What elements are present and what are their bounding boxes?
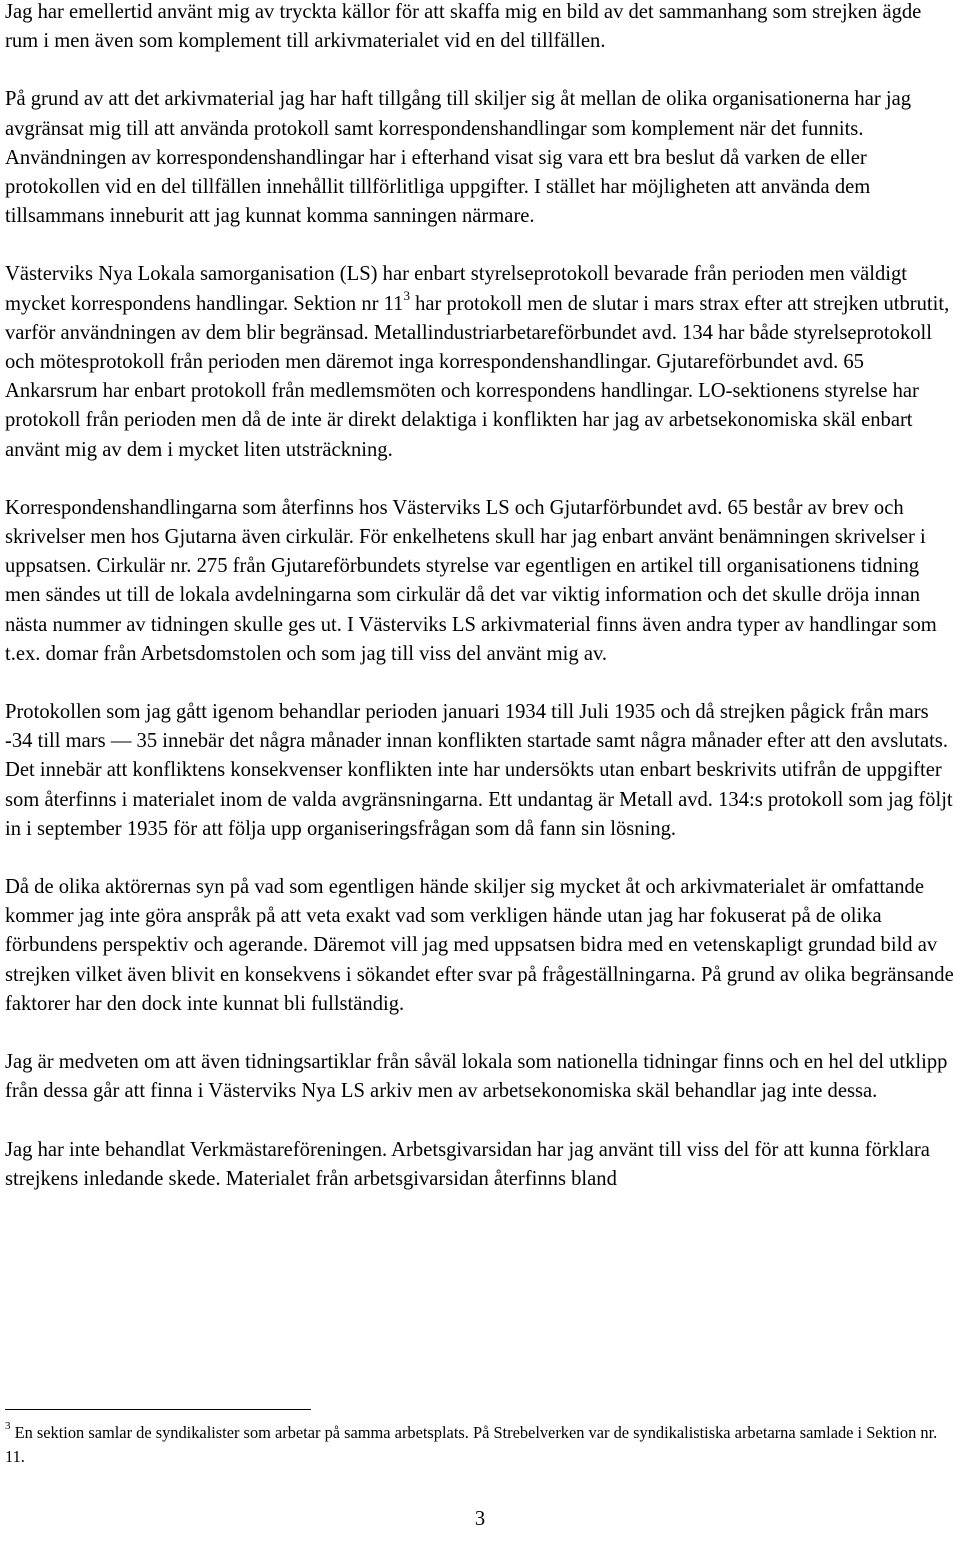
footnote [5,1421,955,1469]
paragraph-printed-sources: Jag har emellertid använt mig av tryckta källor för att skaffa mig en bild av det sammanhang som strejken ägde rum i men även som komplement till arkivmaterialet vid en del tillfällen. [5,1,922,53]
paragraph-correspondence: Korrespondenshandlingarna som återfinns hos Västerviks LS och Gjutarförbundet avd. 65 består av brev och skrivelser men hos Gjutarna även cirkulär. För enkelhetens skull har jag enbart använt benämningen skrivelser i uppsatsen. Cirkulär nr. 275 från Gjutareförbundets styrelse var egentligen en artikel till organisationens tidning men sändes ut till de lokala avdelningarna som cirkulär då det var viktig information och det skulle dröja innan nästa nummer av tidningen skulle ges ut. I Västerviks LS arkivmaterial finns även andra typer av handlingar som t.ex. domar från Arbetsdomstolen och som jag till viss del använt mig av. [5,496,937,665]
footnote-text: En sektion samlar de syndikalister som arbetar på samma arbetsplats. På Strebelverken var de syndikalistiska arbetarna samlade i Sektion nr. 11. [5,1423,938,1466]
paragraph-organisations [5,260,957,464]
paragraph-organisations-part1: Västerviks Nya Lokala samorganisation (LS) har enbart styrelseprotokoll bevarade från perioden men väldigt mycket korrespondens handlingar. Sektion nr 11 [5,263,908,315]
page-number: 3 [474,1508,486,1530]
paragraph-organisations-part2: har protokoll men de slutar i mars strax efter att strejken utbrutit, varför användningen av dem blir begränsad. Metallindustriarbetareförbundet avd. 134 har både styrelseprotokoll och mötesprotokoll från perioden men däremot inga korrespondenshandlingar. Gjutareförbundet avd. 65 Ankarsrum har enbart protokoll från medlemsmöten och korrespondens handlingar. LO-sektionens styrelse har protokoll från perioden men då de inte är direkt delaktiga i konflikten har jag av arbetsekonomiska skäl enbart använt mig av dem i mycket liten utsträckning. [5,292,950,461]
paragraph-protocol-period: Protokollen som jag gått igenom behandlar perioden januari 1934 till Juli 1935 och då strejken pågick från mars -34 till mars — 35 innebär det några månader innan konflikten startade samt några månader efter att den avslutats. Det innebär att konfliktens konsekvenser konflikten inte har undersökts utan enbart beskrivits utifrån de uppgifter som återfinns i materialet inom de valda avgränsningarna. Ett undantag är Metall avd. 134:s protokoll som jag följt in i september 1935 för att följa upp organiseringsfrågan som då fann sin lösning. [5,701,953,840]
body-text [5,0,957,1223]
footnote-marker: 3 [5,1419,11,1432]
paragraph-employers: Jag har inte behandlat Verkmästareföreningen. Arbetsgivarsidan har jag använt till viss del för att kunna förklara strejkens inledande skede. Materialet från arbetsgivarsidan återfinns bland [5,1138,930,1190]
paragraph-newspapers: Jag är medveten om att även tidningsartiklar från såväl lokala som nationella tidningar finns och en hel del utklipp från dessa går att finna i Västerviks Nya LS arkiv men av arbetsekonomiska skäl behandlar jag inte dessa. [5,1051,948,1103]
footnote-reference[interactable]: 3 [403,287,410,303]
paragraph-delimitation: På grund av att det arkivmaterial jag har haft tillgång till skiljer sig åt mellan de olika organisationerna har jag avgränsat mig till att använda protokoll samt korrespondenshandlingar som komplement när det funnits. Användningen av korrespondenshandlingar har i efterhand visat sig vara ett bra beslut då varken de eller protokollen vid en del tillfällen innehållit tillförlitliga uppgifter. I stället har möjligheten att använda dem tillsammans inneburit att jag kunnat komma sanningen närmare. [5,88,912,228]
footnote-divider [5,1409,311,1410]
paragraph-perspectives: Då de olika aktörernas syn på vad som egentligen hände skiljer sig mycket åt och arkivmaterialet är omfattande kommer jag inte göra anspråk på att veta exakt vad som verkligen hände utan jag har fokuserat på de olika förbundens perspektiv och agerande. Däremot vill jag med uppsatsen bidra med en vetenskapligt grundad bild av strejken vilket även blivit en konsekvens i sökandet efter svar på frågeställningarna. På grund av olika begränsande faktorer har den dock inte kunnat bli fullständig. [5,876,954,1015]
